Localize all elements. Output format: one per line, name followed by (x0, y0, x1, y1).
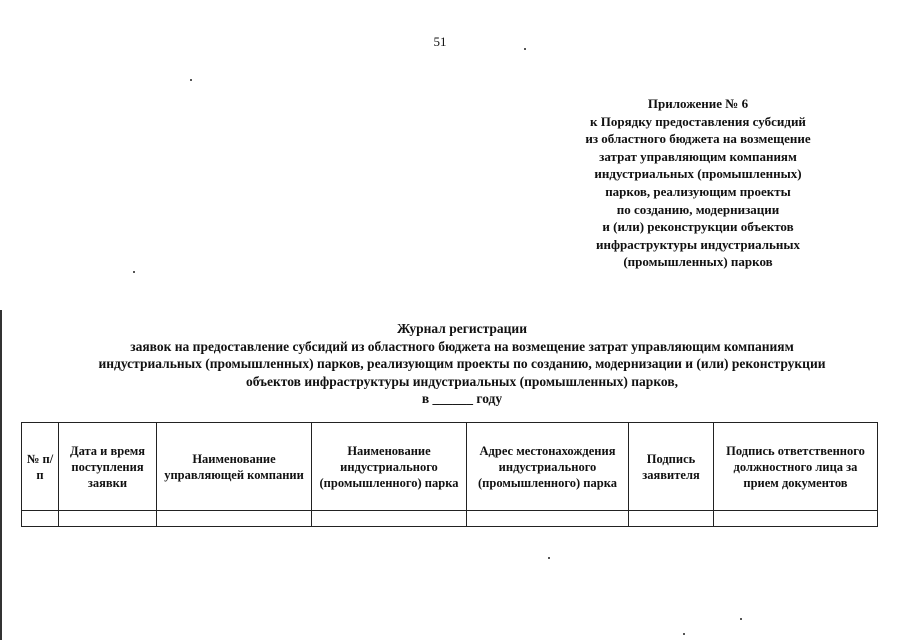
scan-speck (740, 618, 742, 620)
page-number: 51 (433, 34, 447, 49)
header-park-address: Адрес местонахождения индустриального (промышленного) парка (467, 423, 629, 511)
appendix-header (548, 95, 848, 271)
scan-edge-line (0, 310, 2, 640)
table-cell (312, 511, 467, 527)
scan-speck (190, 79, 192, 81)
appendix-line: из областного бюджета на возмещение (585, 131, 811, 147)
header-official-signature: Подпись ответственного должностного лица за прием документов (714, 423, 878, 511)
table-row (22, 511, 878, 527)
table-cell (467, 511, 629, 527)
table-cell (22, 511, 59, 527)
header-company-name: Наименование управляющей компании (157, 423, 312, 511)
appendix-line: парков, реализующим проекты (605, 183, 791, 199)
scan-speck (548, 557, 550, 559)
appendix-line: инфраструктуры индустриальных (595, 236, 801, 252)
table-header-row (22, 423, 878, 511)
table-cell (714, 511, 878, 527)
appendix-line: индустриальных (промышленных) (594, 166, 802, 182)
appendix-line: к Порядку предоставления субсидий (590, 113, 806, 129)
table-cell (157, 511, 312, 527)
appendix-line: и (или) реконструкции объектов (602, 219, 794, 235)
appendix-line: затрат управляющим компаниям (599, 148, 797, 164)
scan-speck (683, 633, 685, 635)
header-park-name: Наименование индустриального (промышленного) парка (312, 423, 467, 511)
journal-title-line: Журнал регистрации (397, 321, 527, 336)
header-date-time: Дата и время поступления заявки (59, 423, 157, 511)
scan-speck (524, 48, 526, 50)
journal-title-line: заявок на предоставление субсидий из областного бюджета на возмещение затрат управляющим компаниям (130, 338, 794, 354)
journal-title (0, 320, 905, 408)
journal-title-line: индустриальных (промышленных) парков, реализующим проекты по созданию, модернизации и (или) реконструкции (98, 356, 826, 372)
appendix-line: по созданию, модернизации (616, 201, 780, 217)
table-cell (629, 511, 714, 527)
journal-title-line: в ______ году (421, 391, 503, 407)
scan-speck (133, 271, 135, 273)
appendix-line: (промышленных) парков (623, 254, 773, 270)
registration-table (21, 422, 878, 527)
journal-title-line: объектов инфраструктуры индустриальных (промышленных) парков, (246, 373, 678, 389)
table-cell (59, 511, 157, 527)
appendix-line: Приложение № 6 (647, 96, 749, 111)
header-number: № п/п (22, 423, 59, 511)
header-applicant-signature: Подпись заявителя (629, 423, 714, 511)
